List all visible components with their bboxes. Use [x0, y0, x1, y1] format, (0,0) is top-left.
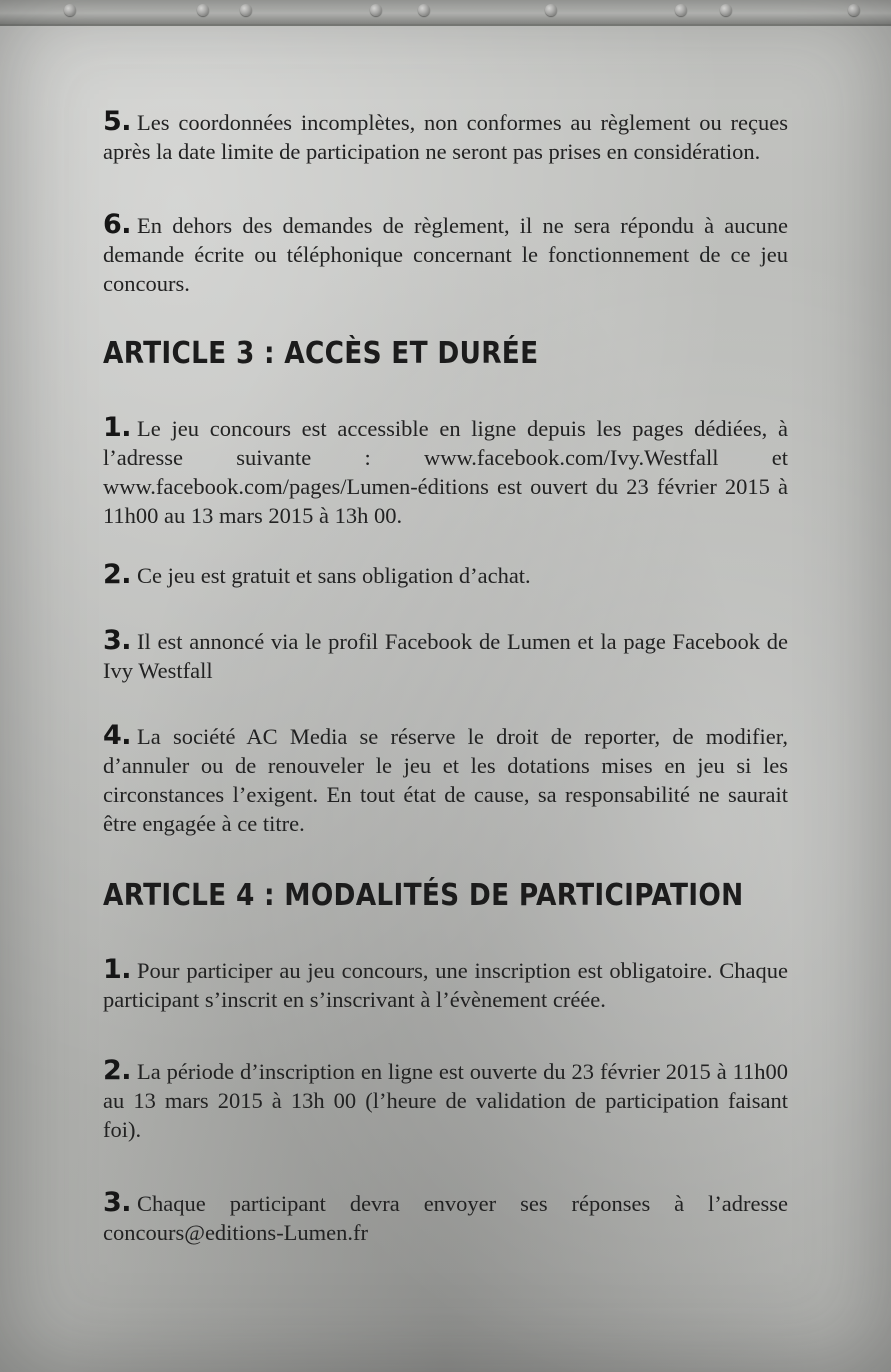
article-4-item-2	[103, 1056, 788, 1144]
rivet-icon	[197, 4, 209, 16]
rivet-icon	[64, 4, 76, 16]
article-4-heading: ARTICLE 4 : MODALITÉS DE PARTICIPATION	[103, 878, 744, 913]
item-number: 1.	[103, 412, 132, 443]
article-3-item-4	[103, 721, 788, 838]
item-number: 3.	[103, 625, 132, 656]
rivet-icon	[848, 4, 860, 16]
item-number: 4.	[103, 720, 132, 751]
item-text: Pour participer au jeu concours, une inscription est obligatoire. Chaque participant s’inscrit en s’inscrivant à l’évènement créée.	[103, 958, 788, 1012]
rivet-icon	[720, 4, 732, 16]
item-text: Le jeu concours est accessible en ligne depuis les pages dédiées, à l’adresse suivante : www.facebook.com/Ivy.Westfall et www.facebook.com/pages/Lumen-éditions est ouvert du 23 février 2015 à 11h00 au 13 mars 2015 à 13h 00.	[103, 416, 788, 528]
article-3-item-1	[103, 413, 788, 530]
item-text: Chaque participant devra envoyer ses réponses à l’adresse concours@editions-Lumen.fr	[103, 1191, 788, 1245]
article-3-heading: ARTICLE 3 : ACCÈS ET DURÉE	[103, 336, 539, 371]
article-4-item-3	[103, 1188, 788, 1247]
rivet-icon	[545, 4, 557, 16]
rivet-icon	[370, 4, 382, 16]
item-number: 3.	[103, 1187, 132, 1218]
item-text: La période d’inscription en ligne est ouverte du 23 février 2015 à 11h00 au 13 mars 2015 à 13h 00 (l’heure de validation de participation faisant foi).	[103, 1059, 788, 1142]
item-number: 5.	[103, 106, 132, 137]
item-text: Les coordonnées incomplètes, non conformes au règlement ou reçues après la date limite de participation ne seront pas prises en considération.	[103, 110, 788, 164]
item-number: 1.	[103, 954, 132, 985]
paragraph-5	[103, 107, 788, 166]
article-3-item-3	[103, 626, 788, 685]
item-number: 2.	[103, 559, 132, 590]
rivet-icon	[240, 4, 252, 16]
item-text: Ce jeu est gratuit et sans obligation d’achat.	[137, 563, 531, 588]
rivet-icon	[675, 4, 687, 16]
item-text: La société AC Media se réserve le droit de reporter, de modifier, d’annuler ou de renouveler le jeu et les dotations mises en jeu si les circonstances l’exigent. En tout état de cause, sa responsabilité ne saurait être engagée à ce titre.	[103, 724, 788, 836]
item-text: En dehors des demandes de règlement, il ne sera répondu à aucune demande écrite ou téléphonique concernant le fonctionnement de ce jeu concours.	[103, 213, 788, 296]
item-number: 6.	[103, 209, 132, 240]
article-3-item-2	[103, 560, 788, 590]
article-4-item-1	[103, 955, 788, 1014]
paragraph-6	[103, 210, 788, 298]
item-text: Il est annoncé via le profil Facebook de Lumen et la page Facebook de Ivy Westfall	[103, 629, 788, 683]
rivet-icon	[418, 4, 430, 16]
item-number: 2.	[103, 1055, 132, 1086]
metal-seam	[0, 0, 891, 26]
document-body	[103, 103, 788, 1247]
